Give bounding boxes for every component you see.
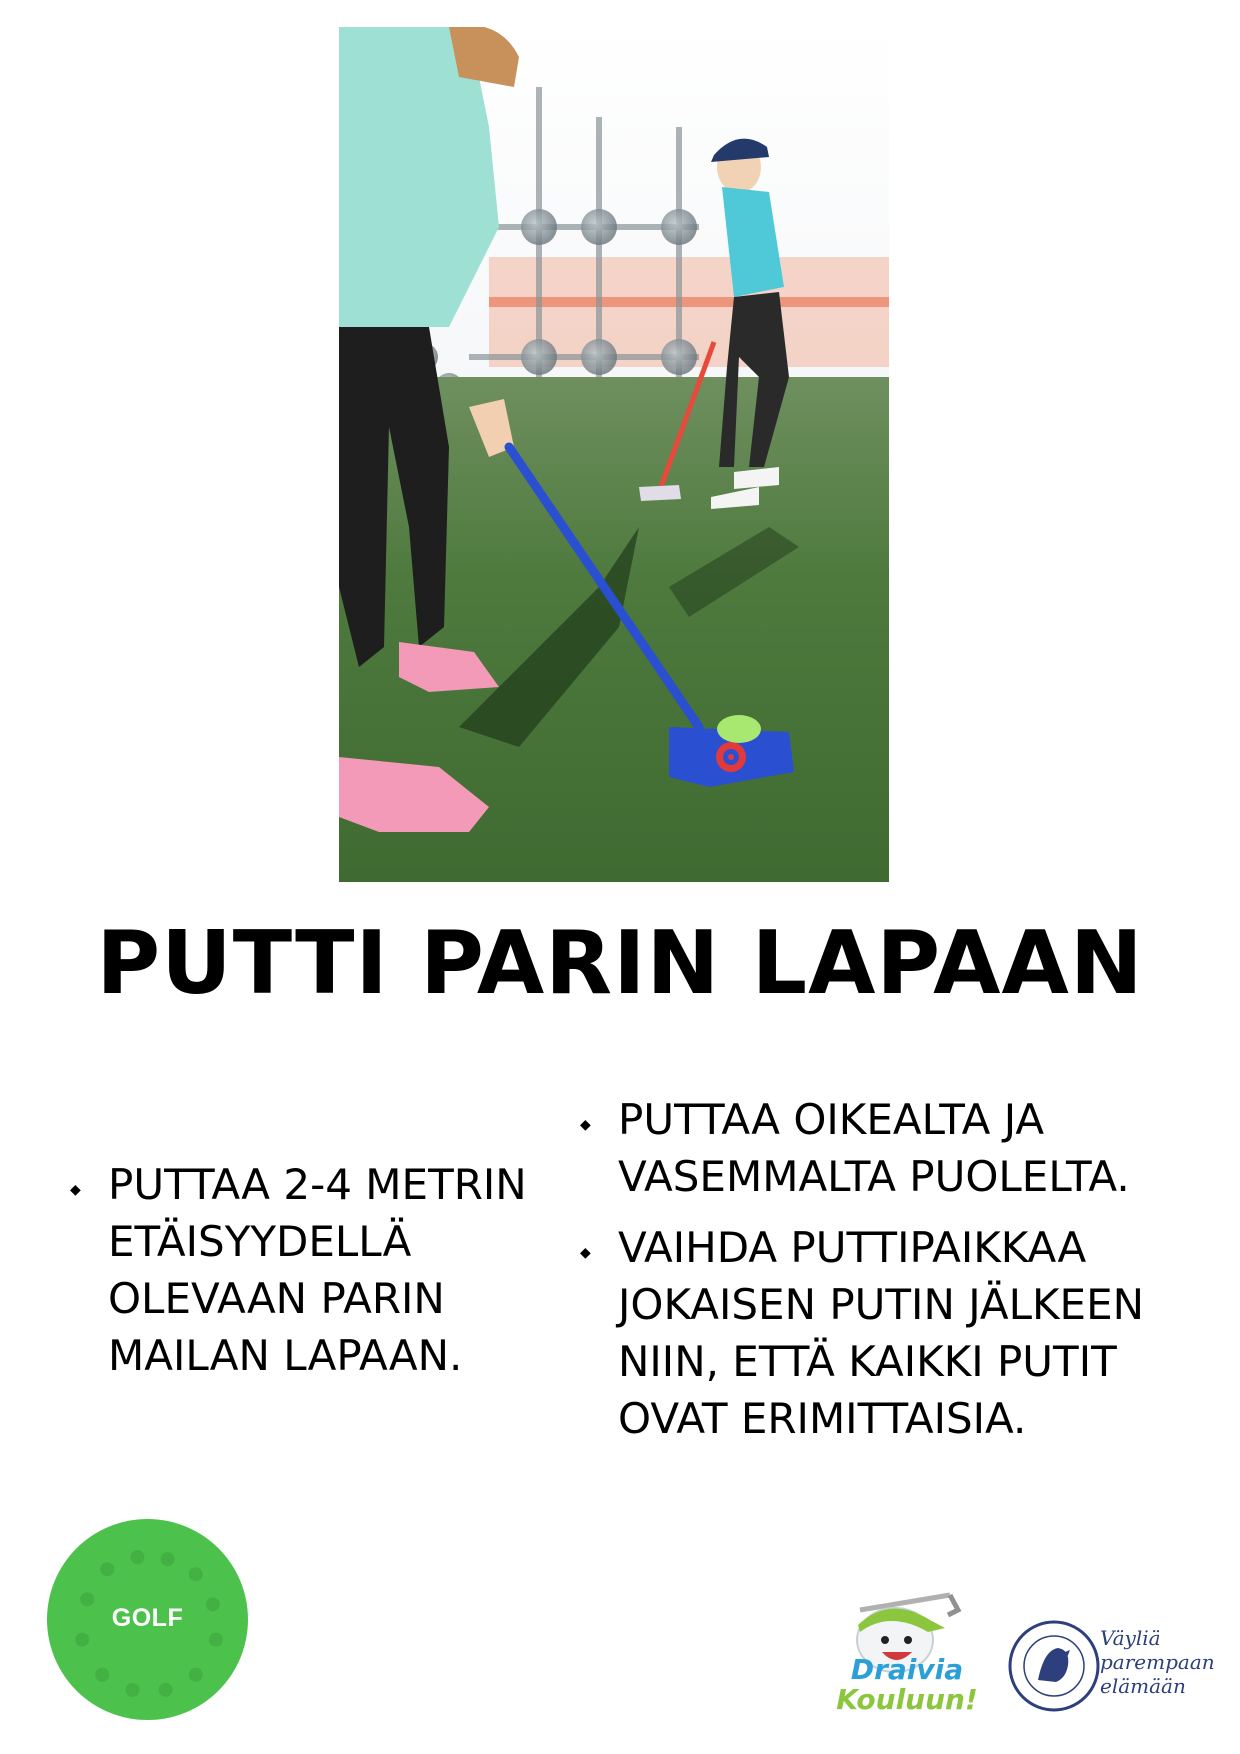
page-title: PUTTI PARIN LAPAAN bbox=[96, 912, 1144, 1014]
golf-badge-label: GOLF bbox=[111, 1604, 184, 1632]
suomen-golfliitto-seal-icon bbox=[1008, 1620, 1100, 1712]
slogan-line2: parempaan bbox=[1100, 1650, 1215, 1674]
draivia-line2: Kouluun! bbox=[836, 1683, 978, 1716]
hero-photo bbox=[339, 27, 889, 882]
instruction-text: PUTTAA OIKEALTA JA VASEMMALTA PUOLELTA. bbox=[618, 1095, 1130, 1201]
list-item bbox=[580, 1219, 1220, 1447]
bullet-diamond-icon: ◆ bbox=[70, 1182, 81, 1198]
left-instructions bbox=[70, 1156, 560, 1398]
list-item bbox=[580, 1091, 1220, 1205]
slogan-line1: Väyliä bbox=[1100, 1626, 1161, 1650]
slogan-line3: elämään bbox=[1100, 1674, 1186, 1698]
putting-scene-illustration bbox=[339, 27, 889, 882]
bullet-diamond-icon: ◆ bbox=[580, 1245, 591, 1261]
right-instructions bbox=[580, 1091, 1220, 1461]
instruction-text: VAIHDA PUTTIPAIKKAA JOKAISEN PUTIN JÄLKEEN NIIN, ETTÄ KAIKKI PUTIT OVAT ERIMITTAISIA. bbox=[618, 1223, 1145, 1443]
sgl-slogan bbox=[1100, 1626, 1230, 1698]
draivia-line1: Draivia bbox=[850, 1653, 964, 1686]
instruction-text: PUTTAA 2-4 METRIN ETÄISYYDELLÄ OLEVAAN PARIN MAILAN LAPAAN. bbox=[108, 1160, 527, 1380]
list-item bbox=[70, 1156, 560, 1384]
draivia-wordmark bbox=[822, 1655, 992, 1715]
bullet-diamond-icon: ◆ bbox=[580, 1117, 591, 1133]
